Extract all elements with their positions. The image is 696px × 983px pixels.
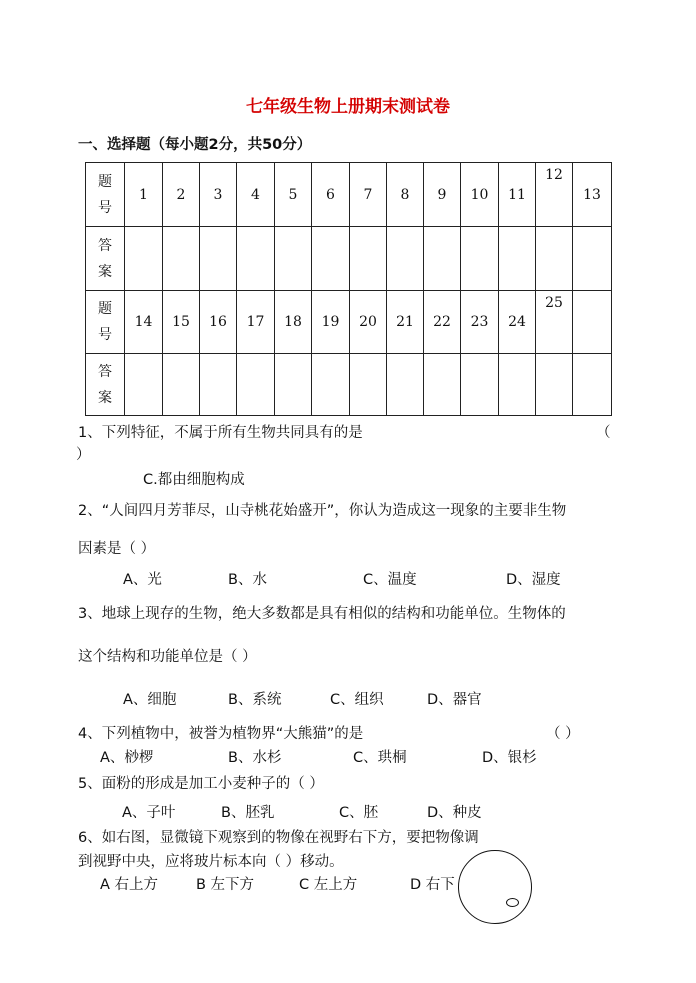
question-3-line-1: 3、地球上现存的生物，绝大多数都是具有相似的结构和功能单位。生物体的: [78, 606, 566, 622]
question-3-option-c: C、组织: [330, 692, 384, 708]
question-4-option-d: D、银杉: [482, 750, 537, 766]
question-number: 21: [387, 291, 424, 354]
question-number: 19: [312, 291, 350, 354]
question-number: 15: [163, 291, 200, 354]
answer-cell[interactable]: [237, 227, 275, 291]
question-5-option-b: B、胚乳: [221, 805, 275, 821]
row-label: 答 案: [86, 227, 125, 291]
section-heading: 一、选择题（每小题2分，共50分）: [78, 137, 312, 153]
question-number: 8: [387, 163, 424, 227]
question-1-text: 1、下列特征，不属于所有生物共同具有的是: [78, 425, 363, 441]
answer-cell[interactable]: [237, 354, 275, 416]
question-6-line-1: 6、如右图，显微镜下观察到的物像在视野右下方，要把物像调: [78, 830, 479, 846]
question-number: 13: [573, 163, 612, 227]
question-number: 17: [237, 291, 275, 354]
answer-cell[interactable]: [275, 354, 312, 416]
question-number: 23: [461, 291, 499, 354]
question-number: 1: [125, 163, 163, 227]
question-1-option-c: C.都由细胞构成: [143, 472, 245, 488]
question-number: 4: [237, 163, 275, 227]
question-5-option-a: A、子叶: [122, 805, 176, 821]
specimen-image-oval: [506, 898, 519, 907]
question-4-option-a: A、桫椤: [100, 750, 154, 766]
question-number: 20: [350, 291, 387, 354]
question-4-option-c: C、珙桐: [353, 750, 407, 766]
answer-cell[interactable]: [163, 354, 200, 416]
question-5-option-c: C、胚: [339, 805, 379, 821]
question-number: 16: [200, 291, 237, 354]
question-6-line-2: 到视野中央，应将玻片标本向（ ）移动。: [78, 854, 344, 870]
answer-cell[interactable]: [573, 227, 612, 291]
row-label: 题 号: [86, 291, 125, 354]
question-number: 24: [499, 291, 536, 354]
answer-cell[interactable]: [350, 227, 387, 291]
answer-cell[interactable]: [387, 227, 424, 291]
question-4-text: 4、下列植物中，被誉为植物界“大熊猫”的是: [78, 726, 364, 742]
question-1-paren-close: ）: [76, 447, 91, 463]
question-number: [573, 291, 612, 354]
answer-cell[interactable]: [536, 354, 573, 416]
question-number: 5: [275, 163, 312, 227]
question-number: 10: [461, 163, 499, 227]
question-2-option-c: C、温度: [363, 572, 417, 588]
answer-cell[interactable]: [125, 227, 163, 291]
answer-cell[interactable]: [200, 354, 237, 416]
question-3-line-2: 这个结构和功能单位是（ ）: [78, 649, 257, 665]
answer-cell[interactable]: [499, 227, 536, 291]
answer-cell[interactable]: [499, 354, 536, 416]
question-number: 12: [536, 163, 573, 227]
question-number: 11: [499, 163, 536, 227]
question-3-option-b: B、系统: [228, 692, 282, 708]
answer-table: [85, 162, 612, 416]
question-2-option-b: B、水: [228, 572, 267, 588]
question-number: 25: [536, 291, 573, 354]
answer-cell[interactable]: [424, 354, 461, 416]
table-row: [86, 163, 612, 227]
answer-cell[interactable]: [163, 227, 200, 291]
question-number: 18: [275, 291, 312, 354]
question-2-line-1: 2、“人间四月芳菲尽，山寺桃花始盛开”，你认为造成这一现象的主要非生物: [78, 503, 567, 519]
table-row: [86, 291, 612, 354]
question-5-text: 5、面粉的形成是加工小麦种子的（ ）: [78, 776, 324, 792]
row-label: 题 号: [86, 163, 125, 227]
table-row: [86, 354, 612, 416]
question-number: 22: [424, 291, 461, 354]
answer-cell[interactable]: [387, 354, 424, 416]
answer-cell[interactable]: [275, 227, 312, 291]
question-1-paren-open: （: [596, 425, 611, 441]
question-2-option-d: D、湿度: [506, 572, 561, 588]
question-6-option-a: A 右上方: [100, 877, 159, 893]
answer-cell[interactable]: [350, 354, 387, 416]
table-row: [86, 227, 612, 291]
microscope-field-circle: [458, 850, 532, 924]
question-4-option-b: B、水杉: [228, 750, 282, 766]
question-6-option-b: B 左下方: [196, 877, 255, 893]
answer-cell[interactable]: [312, 227, 350, 291]
answer-cell[interactable]: [536, 227, 573, 291]
question-4-paren: （ ）: [546, 726, 580, 742]
question-number: 6: [312, 163, 350, 227]
question-number: 14: [125, 291, 163, 354]
question-3-option-d: D、器官: [427, 692, 482, 708]
row-label: 答 案: [86, 354, 125, 416]
page-title: 七年级生物上册期末测试卷: [246, 97, 450, 117]
question-number: 9: [424, 163, 461, 227]
question-number: 2: [163, 163, 200, 227]
answer-cell[interactable]: [200, 227, 237, 291]
answer-cell[interactable]: [312, 354, 350, 416]
question-3-option-a: A、细胞: [123, 692, 177, 708]
question-number: 3: [200, 163, 237, 227]
question-number: 7: [350, 163, 387, 227]
question-2-line-2: 因素是（ ）: [78, 541, 156, 557]
answer-cell[interactable]: [461, 227, 499, 291]
question-6-option-c: C 左上方: [299, 877, 358, 893]
question-2-option-a: A、光: [123, 572, 162, 588]
answer-cell[interactable]: [461, 354, 499, 416]
question-5-option-d: D、种皮: [427, 805, 482, 821]
answer-cell[interactable]: [125, 354, 163, 416]
question-6-option-d: D 右下: [410, 877, 455, 893]
answer-cell[interactable]: [573, 354, 612, 416]
answer-cell[interactable]: [424, 227, 461, 291]
